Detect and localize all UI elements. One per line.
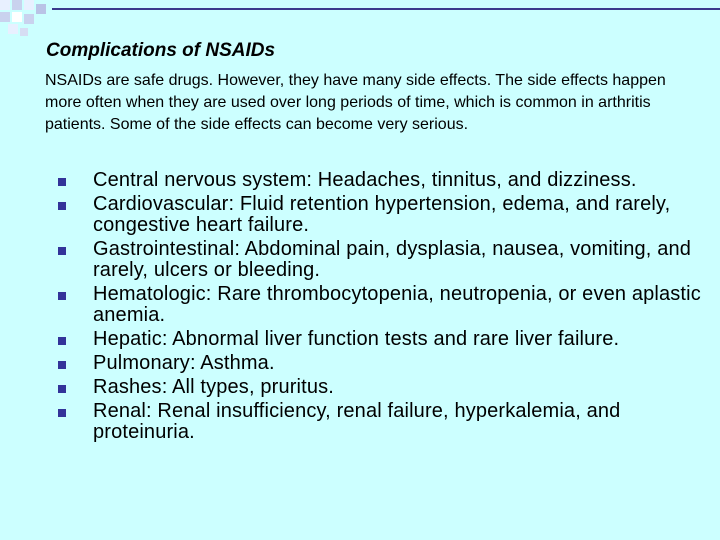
list-item-text: Cardiovascular: Fluid retention hypertension, edema, and rarely, congestive heart failure. [93,193,671,236]
checker-tiles-decoration [0,0,60,40]
list-item [0,239,703,281]
list-item [0,401,703,443]
square-bullet-icon [58,202,66,210]
intro-paragraph: NSAIDs are safe drugs. However, they have many side effects. The side effects happen more often when they are used over long periods of time, which is common in arthritis patients. Some of the side effects can become very serious. [45,72,666,133]
list-item-text: Pulmonary: Asthma. [93,352,275,374]
square-bullet-icon [58,337,66,345]
list-item [0,170,703,191]
square-bullet-icon [58,292,66,300]
list-item [0,377,703,398]
list-item-text: Renal: Renal insufficiency, renal failure, hyperkalemia, and proteinuria. [93,400,621,443]
list-item-text: Hepatic: Abnormal liver function tests and rare liver failure. [93,328,620,350]
list-item-text: Rashes: All types, pruritus. [93,376,334,398]
side-effects-list [0,170,720,446]
square-bullet-icon [58,385,66,393]
list-item-text: Central nervous system: Headaches, tinnitus, and dizziness. [93,169,637,191]
list-item [0,194,703,236]
list-item [0,284,703,326]
list-item-text: Hematologic: Rare thrombocytopenia, neutropenia, or even aplastic anemia. [93,283,701,326]
list-item [0,353,703,374]
square-bullet-icon [58,178,66,186]
header-rule [52,8,720,10]
square-bullet-icon [58,409,66,417]
slide-title: Complications of NSAIDs [46,40,276,61]
list-item-text: Gastrointestinal: Abdominal pain, dysplasia, nausea, vomiting, and rarely, ulcers or bleeding. [93,238,692,281]
square-bullet-icon [58,247,66,255]
square-bullet-icon [58,361,66,369]
list-item [0,329,703,350]
